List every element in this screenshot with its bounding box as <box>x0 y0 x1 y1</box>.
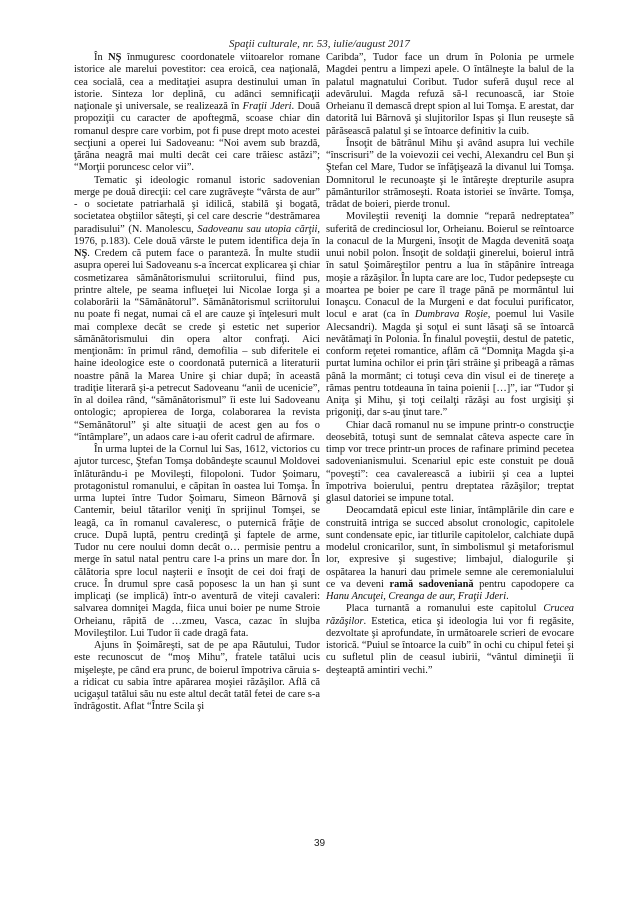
text-run: Chiar dacă romanul nu se impune printr-o construcţie deosebită, totuşi sunt de semnalat câteva aspecte care în timp vor trece printr-un proces de rafinare primind pecetea sadovenianismului. Scenariul epic este constuit pe două “poveşti”: cea cavalerească a iubirii şi cea a luptei împotriva boierului, pentru dreptatea răzăşilor; treptat glasul datoriei se impune total. <box>326 419 574 504</box>
bold-text: NŞ <box>74 248 88 259</box>
paragraph <box>326 52 574 138</box>
right-column <box>326 52 574 677</box>
paragraph <box>74 52 320 175</box>
italic-text: Fraţii Jderi <box>242 101 292 112</box>
italic-text: Sadoveanu sau utopia cărţii <box>197 223 318 235</box>
paragraph <box>326 505 574 603</box>
italic-text: Dumbrava Roşie <box>414 309 488 321</box>
page-number: 39 <box>313 838 326 849</box>
running-header: Spaţii culturale, nr. 53, iulie/august 2017 <box>229 38 410 50</box>
text-run: Însoţit de bătrânul Mihu şi având asupra lui vechile “înscrisuri” de la voievozii cei vechi, Alexandru cel Bun şi Ştefan cel Mare, Tudor se înfăţişează la divanul lui Tomşa. Domnitorul le recunoaşte şi le întăreşte drepturile asupra pământurilor strămoseşti. Roata istoriei se învârte. Tomşa, trădat de boieri, pierde tronul. <box>326 137 574 210</box>
paragraph <box>74 175 320 445</box>
italic-text: Hanu Ancuţei, Creanga de aur, Fraţii Jderi <box>326 591 507 602</box>
text-run: Ajuns în Şoimăreşti, sat de pe apa Răutului, Tudor este recunoscut de “moş Mihu”, fratele tatălui ucis mişeleşte, pe când era prunc, de boierul împotriva căruia s-a ridicat cu sabia între apărarea moşiei răzăşilor. Află că ucigaşul tatălui său nu este altul decât tatăl fetei de care s-a îndrăgostit. Aflat “Între Scila şi <box>74 640 320 713</box>
bold-text: NŞ <box>108 52 122 63</box>
paragraph <box>74 444 320 640</box>
paragraph <box>326 420 574 506</box>
text-run: . Credem că putem face o paranteză. În multe studii asupra operei lui Sadoveanu s-a încercat explicarea şi chiar cosmetizarea sămănătorismului scriitorului, fiind pus, printre altele, pe seama influeţei lui Nicolae Iorga şi a colaborării la “Sămănătorul”. Sămănătorismul scriitorului nu poate fi negat, numai că el are cauze şi înţelesuri mult mai complexe decât se crede şi estetic net superior sămănătorismului din opera altor confraţi. Aici menţionăm: în primul rând, demofilia – sub diferitele ei haine ideologice este o coordonată puternică a literaturii noastre până la Marea Unire şi chiar după; în această tradiţie literară şi-a petrecut Sadoveanu “anii de ucenicie”, în al doilea rând, “sămănătorismul” îi este lui Sadoveanu ontologic; apropierea de Iorga, colaborarea la revista “Semănătorul” şi alte situaţii de acest gen au fos o “întâmplare”, un adaos care i-au oferit cadrul de afirmare. <box>74 248 320 443</box>
text-run: Tematic şi ideologic romanul istoric sadovenian merge pe două direcţii: cel care zugrăveşte “vârsta de aur” - o societate patriarhală şi idilică, stabilă şi bogată, societatea obştiilor săteşti, şi cel care descrie “destrămarea paradisului” (N. Manolescu, <box>74 174 320 235</box>
text-run: înmuguresc coordonatele viitoarelor romane istorice ale marelui povestitor: cea eroică, cea naţională, cea socială, cea a meditaţiei asupra destinului uman în istorie. Sinteza lor deplină, cu adânci semnificaţii naţionale şi universale, se realizează în <box>74 52 320 112</box>
paragraph <box>74 640 320 714</box>
italic-text: Crucea răzăşilor <box>326 603 574 627</box>
text-run: Caribda”, Tudor face un drum în Polonia pe urmele Magdei pentru a limpezi apele. O întâlneşte la balul de la palatul magnatului Coribut. Tudor suferă duşul rece al adevărului. Magda refuză să-l recunoască, iar Stoie Orheianu îl demască drept spion al lui Tomşa. E arestat, dar datorită lui Bârnovă şi slujitorilor Ispas şi Ilun reuseşte să părăsească palatul şi se întoarce definitiv la cuib. <box>326 52 574 137</box>
bold-text: ramă sadoveniană <box>389 578 474 590</box>
left-column <box>74 52 320 714</box>
text-run: . Estetica, etica şi ideologia lui vor fi regăsite, dezvoltate şi aprofundate, în următoarele scrieri de evocare istorică. “Puiul se întoarce la cuib” în ochi cu chipul fetei şi cu sufletul plin de ceasul iubirii, “vântul dimineţii îi deşteaptă amintiri vechi.” <box>326 615 574 676</box>
text-run: Movileştii reveniţi la domnie “repară nedreptatea” suferită de credinciosul lor, Orheianu. Boierul se reîntoarce la conacul de la Murgeni, însoţit de Magda devenită soaţa unui nobil polon. Însoţit de soldaţii ginerelui, boierul intră în satul Şoimăreştilor pentru a lua în stăpânire întreaga moşie a răzăşilor. În lupta care are loc, Tudor pedepseşte cu moartea pe boier pe care îl trage până pe mormântul lui Ionaşcu. Conacul de la Murgeni e dat focului purificator, locul e arat (ca în <box>326 211 574 321</box>
text-run: În <box>94 52 109 63</box>
paragraph <box>326 211 574 419</box>
text-run: , 1976, p.183). Cele două vârste le putem identifica deja în <box>74 223 321 247</box>
text-run: pentru capodopere ca <box>473 578 574 590</box>
text-run: . Două propoziţii cu caracter de apoftegmă, scoase chiar din romanul despre care vorbim, pot fi puse drept moto acestei secţiuni a operei lui Sadoveanu: “Noi avem sub brazdă, ţărâna neagră mai multi decât cei care trăiesc astăzi”; “Morţii poruncesc celor vii”. <box>74 101 320 174</box>
text-run: În urma luptei de la Cornul lui Sas, 1612, victorios cu ajutor turcesc, Ştefan Tomşa dobândeşte scaunul Moldovei înlăturându-i pe Movileşti, filopoloni. Tudor Şoimaru, protagonistul romanului, e căpitan în oastea lui Tomşa. În urma luptei între Tudor Şoimaru, Simeon Bârnovă şi Cantemir, beiul tătarilor veniţi în sprijinul Tomşei, se leagă, ca în romanul cavaleresc, o puternică frăţie de cruce. După luptă, pentru credinţă şi faptele de arme, Tudor nu cere noului domn decât o… permisie pentru a merge în satul natal pentru care l-a prins un mare dor. În călătoria spre locul naşterii e însoţit de cei doi fraţi de cruce. În drumul spre casă poposesc la un han şi sunt implicaţi (se implică) într-o aventură de viteji cavaleri: salvarea domniţei Magda, fiica unui boier pe nume Stroie Orheianu, răpită de …zmeu, Vasca, cazac în slujba Movileştilor. Lui Tudor îi cade dragă fata. <box>74 444 320 639</box>
text-run: , poemul lui Vasile Alecsandri). Magda şi soţul ei sunt lăsaţi să se întoarcă nevătămaţi în Polonia. În finalul poveştii, destul de patetic, conform reţetei romantice, aflăm că “Domniţa Magda şi-a purtat lumina ochilor ei prin ţări străine şi pribeagă a rămas până la mormânt; ci totuşi ceva din visul ei de tinereţe a rămas pentru totdeauna în taina poienii […]”, iar “Tudor şi Aniţa şi Mihu, şi toţi ceilalţi răzăşi au fost urgisiţi şi prigoniţi, dar s-au ţinut tare.” <box>326 309 574 419</box>
text-run: . <box>506 591 509 602</box>
text-run: Placa turnantă a romanului este capitolul <box>346 603 544 615</box>
text-run: Deocamdată epicul este liniar, întâmplările din care e construită intriga se succed absolut cronologic, capitolele sunt condensate epic, iar titlurile capitolelor, calchiate după modelul cronicarilor, sunt, în simbolismul şi metaforismul lor, expresive şi sugestive; limbajul, dialogurile şi ospătarea la hanuri dau primele semne ale ceremonialului ce va deveni <box>326 505 574 590</box>
paragraph <box>326 138 574 212</box>
paragraph <box>326 603 574 677</box>
